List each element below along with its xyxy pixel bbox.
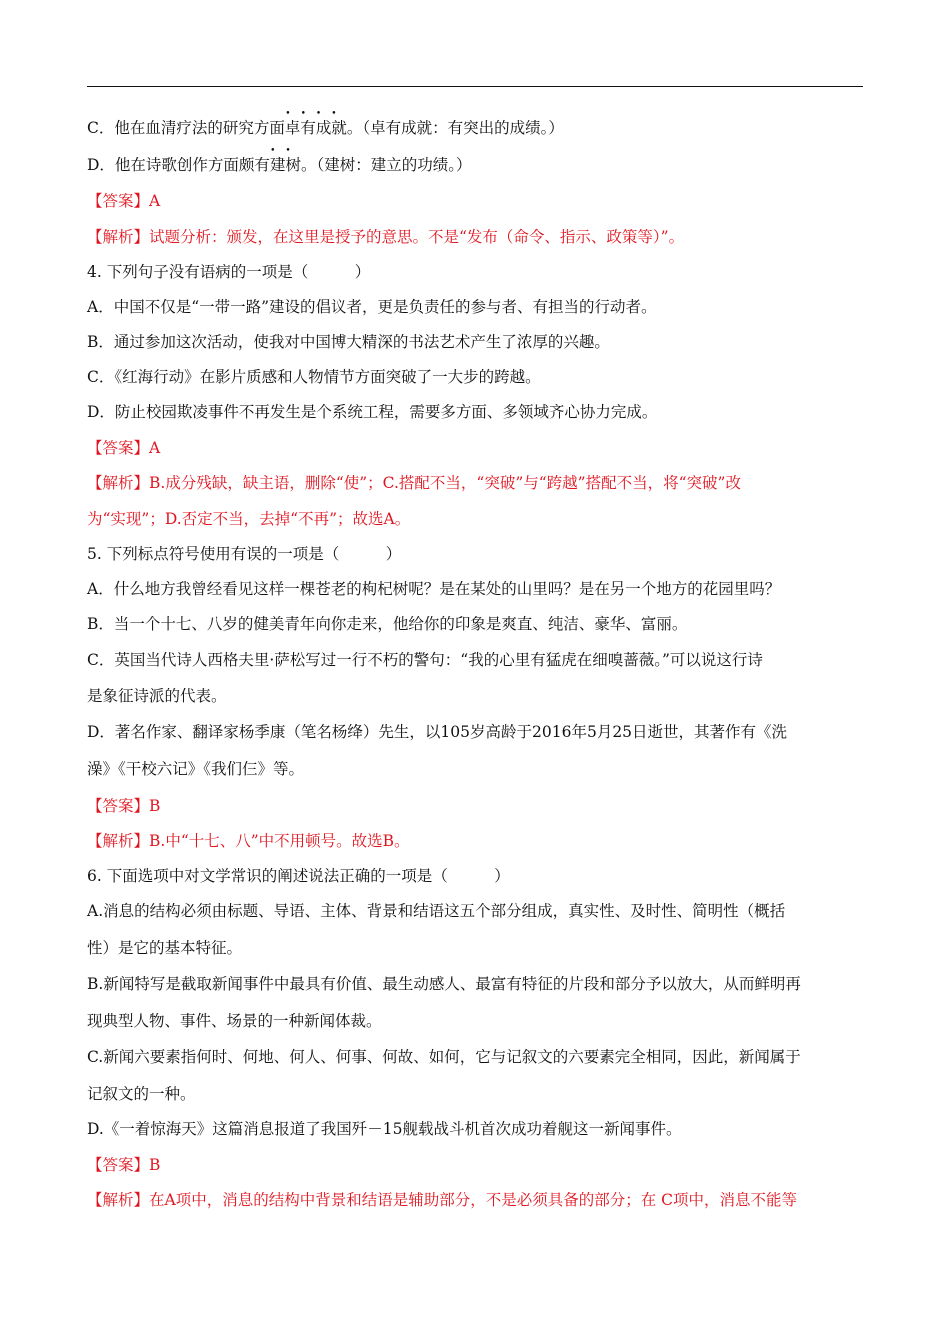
text-span: 为“实现”；D.否定不当，去掉“不再”；故选A。: [87, 510, 411, 528]
text-line-q6: [87, 865, 863, 887]
text-span: C．他在血清疗法的研究方面: [87, 119, 285, 137]
answer-label: 【答案】: [87, 1156, 150, 1174]
text-line-a5: [87, 795, 863, 817]
text-span: B.新闻特写是截取新闻事件中最具有价值、最生动感人、最富有特征的片段和部分予以放大，从而鲜明再: [87, 975, 801, 993]
text-span: A.消息的结构必须由标题、导语、主体、背景和结语这五个部分组成，真实性、及时性、简明性（概括: [87, 902, 786, 920]
text-span: B．通过参加这次活动，使我对中国博大精深的书法艺术产生了浓厚的兴趣。: [87, 333, 610, 351]
text-span: 6. 下面选项中对文学常识的阐述说法正确的一项是（ ）: [87, 867, 510, 885]
text-span: 性）是它的基本特征。: [87, 939, 243, 957]
text-line-a3: [87, 190, 863, 212]
answer-label: 【答案】: [87, 192, 150, 210]
text-span: A．中国不仅是“一带一路”建设的倡议者，更是负责任的参与者、有担当的行动者。: [87, 298, 657, 316]
emphasis-dots: ••: [270, 146, 301, 156]
text-span: 记叙文的一种。: [87, 1085, 196, 1103]
text-span: B: [149, 797, 161, 815]
text-line-e5: [87, 830, 863, 852]
text-span: 5. 下列标点符号使用有误的一项是（ ）: [87, 545, 402, 563]
text-line-e6: [87, 1189, 863, 1211]
text-span: B．当一个十七、八岁的健美青年向你走来，他给你的印象是爽直、纯洁、豪华、富丽。: [87, 615, 688, 633]
text-line-q5a: [87, 578, 863, 600]
text-line-q6a2: [87, 937, 863, 959]
text-span: 【解析】B.中“十七、八”中不用顿号。故选B。: [87, 832, 410, 850]
text-span: 【解析】B.成分残缺，缺主语，删除“使”；C.搭配不当，“突破”与“跨越”搭配不当，将“突破”改: [87, 474, 741, 492]
text-span: 。（卓有成就：有突出的成绩。）: [346, 119, 564, 137]
text-span: A．什么地方我曾经看见这样一棵苍老的枸杞树呢？是在某处的山里吗？是在另一个地方的花园里吗？: [87, 580, 781, 598]
text-line-q6b1: [87, 973, 863, 995]
text-span: D．著名作家、翻译家杨季康（笔名杨绛）先生，以105岁高龄于2016年5月25日逝世，其著作有《洗: [87, 723, 788, 741]
answer-label: 【答案】: [87, 797, 150, 815]
text-line-q6a1: [87, 900, 863, 922]
text-line-a4: [87, 437, 863, 459]
header-rule: [87, 86, 863, 87]
text-span: C．《红海行动》在影片质感和人物情节方面突破了一大步的跨越。: [87, 368, 541, 386]
answer-label: 【答案】: [87, 439, 150, 457]
text-line-e4b: [87, 508, 863, 530]
text-span: 是象征诗派的代表。: [87, 687, 227, 705]
text-line-q5b: [87, 613, 863, 635]
text-span: D.《一着惊海天》这篇消息报道了我国歼－15舰载战斗机首次成功着舰这一新闻事件。: [87, 1120, 682, 1138]
text-span: 【解析】在A项中，消息的结构中背景和结语是辅助部分，不是必须具备的部分；在 C项中，消息不能等: [87, 1191, 797, 1209]
text-line-q5c1: [87, 649, 863, 671]
text-span: 。（建树：建立的功绩。）: [300, 156, 472, 174]
emphasis-text: 建树 ••: [269, 146, 301, 174]
text-span: 现典型人物、事件、场景的一种新闻体裁。: [87, 1012, 382, 1030]
text-line-q4: [87, 261, 863, 283]
text-line-e4a: [87, 472, 863, 494]
text-span: 【解析】试题分析：颁发，在这里是授予的意思。不是“发布（命令、指示、政策等）”。: [87, 228, 685, 246]
text-line-q5d2: [87, 758, 863, 780]
text-line-q5: [87, 543, 863, 565]
text-line-q4b: [87, 331, 863, 353]
text-span: A: [149, 192, 161, 210]
text-span: A: [149, 439, 161, 457]
text-span: C．英国当代诗人西格夫里·萨松写过一行不朽的警句：“我的心里有猛虎在细嗅蔷薇。”可以说这行诗: [87, 651, 763, 669]
text-line-q4a: [87, 296, 863, 318]
text-line-q4c: [87, 366, 863, 388]
text-line-q4d: [87, 401, 863, 423]
text-line-q3d: [87, 146, 863, 176]
text-line-q6c1: [87, 1046, 863, 1068]
emphasis-text: 卓有成就 ••••: [284, 109, 347, 137]
text-span: 澡》《干校六记》《我们仨》等。: [87, 760, 305, 778]
text-span: D．防止校园欺凌事件不再发生是个系统工程，需要多方面、多领域齐心协力完成。: [87, 403, 658, 421]
text-line-q3c: [87, 109, 863, 139]
text-line-a6: [87, 1154, 863, 1176]
text-line-q5c2: [87, 685, 863, 707]
text-line-q6c2: [87, 1083, 863, 1105]
text-line-q5d1: [87, 721, 863, 743]
text-line-e3: [87, 226, 863, 248]
text-span: D．他在诗歌创作方面颇有: [87, 156, 270, 174]
text-line-q6d: [87, 1118, 863, 1140]
text-line-q6b2: [87, 1010, 863, 1032]
text-span: C.新闻六要素指何时、何地、何人、何事、何故、如何，它与记叙文的六要素完全相同，因此，新闻属于: [87, 1048, 801, 1066]
text-span: 4. 下列句子没有语病的一项是（ ）: [87, 263, 371, 281]
emphasis-dots: ••••: [285, 109, 347, 119]
text-span: B: [149, 1156, 161, 1174]
